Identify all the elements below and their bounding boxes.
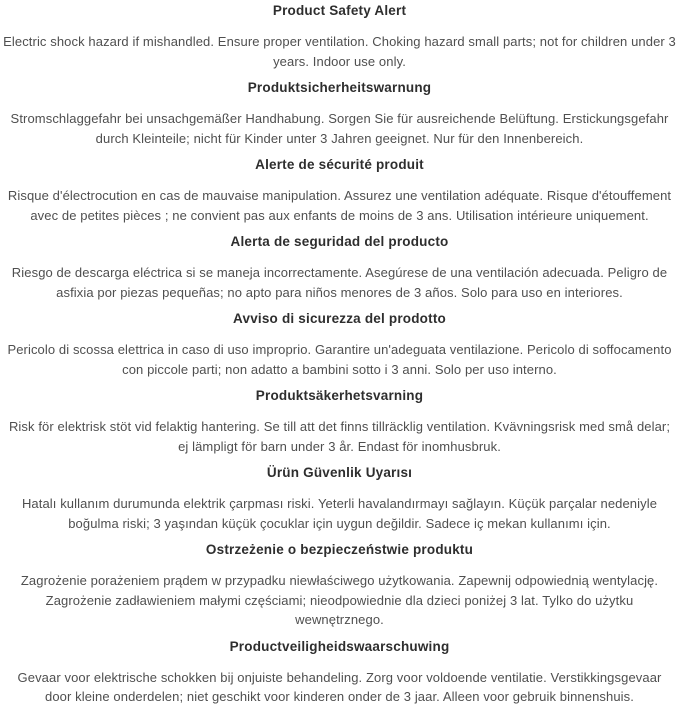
safety-section-body: Gevaar voor elektrische schokken bij onjuiste behandeling. Zorg voor voldoende ventilatie. Verstikkingsgevaar door kleine onderdelen; niet geschikt voor kinderen onder de 3 jaar. Alleen voor gebruik binnenshuis. [17, 669, 662, 704]
safety-section [3, 78, 676, 148]
safety-section-heading: Alerta de seguridad del producto [230, 234, 449, 249]
safety-section [3, 386, 676, 456]
safety-section [3, 232, 676, 302]
safety-section [3, 155, 676, 225]
safety-alert-sections [3, 1, 676, 707]
safety-section [3, 540, 676, 630]
safety-section-body: Hatalı kullanım durumunda elektrik çarpması riski. Yeterli havalandırmayı sağlayın. Küçük parçalar nedeniyle boğulma riski; 3 yaşından küçük çocuklar için uygun değildir. Sadece iç mekan kullanımı için. [21, 496, 658, 531]
safety-section-heading: Alerte de sécurité produit [255, 157, 424, 172]
safety-section-body: Pericolo di scossa elettrica in caso di uso improprio. Garantire un'adeguata ventilazione. Pericolo di soffocamento con piccole parti; non adatto a bambini sotto i 3 anni. Solo per uso interno. [7, 342, 672, 377]
safety-section [3, 1, 676, 71]
safety-section-body: Electric shock hazard if mishandled. Ensure proper ventilation. Choking hazard small parts; not for children under 3 years. Indoor use only. [3, 34, 676, 69]
safety-section [3, 309, 676, 379]
safety-section-body: Riesgo de descarga eléctrica si se maneja incorrectamente. Asegúrese de una ventilación adecuada. Peligro de asfixia por piezas pequeñas; no apto para niños menores de 3 años. Solo para uso en interiores. [11, 265, 668, 300]
safety-section-heading: Product Safety Alert [272, 3, 407, 18]
safety-section-heading: Ostrzeżenie o bezpieczeństwie produktu [205, 542, 474, 557]
safety-section-body: Risk för elektrisk stöt vid felaktig hantering. Se till att det finns tillräcklig ventilation. Kvävningsrisk med små delar; ej lämpligt för barn under 3 år. Endast för inomhusbruk. [8, 419, 671, 454]
safety-section-heading: Productveiligheidswaarschuwing [229, 638, 450, 654]
safety-section-body: Risque d'électrocution en cas de mauvaise manipulation. Assurez une ventilation adéquate. Risque d'étouffement avec de petites pièces ; ne convient pas aux enfants de moins de 3 ans. Utilisation intérieure uniquement. [7, 188, 672, 223]
safety-section-heading: Produktsicherheitswarnung [247, 80, 432, 95]
safety-section [3, 463, 676, 533]
safety-section-body: Zagrożenie porażeniem prądem w przypadku niewłaściwego użytkowania. Zapewnij odpowiednią wentylację. Zagrożenie zadławieniem małymi częściami; nieodpowiednie dla dzieci poniżej 3 lat. Tylko do użytku wewnętrznego. [20, 573, 659, 627]
safety-section-heading: Avviso di sicurezza del prodotto [233, 311, 446, 326]
safety-section-body: Stromschlaggefahr bei unsachgemäßer Handhabung. Sorgen Sie für ausreichende Belüftung. Erstickungsgefahr durch Kleinteile; nicht für Kinder unter 3 Jahren geeignet. Nur für den Innenbereich. [10, 111, 669, 146]
safety-section-heading: Ürün Güvenlik Uyarısı [266, 465, 413, 480]
safety-section [3, 637, 676, 707]
safety-section-heading: Produktsäkerhetsvarning [255, 388, 424, 403]
